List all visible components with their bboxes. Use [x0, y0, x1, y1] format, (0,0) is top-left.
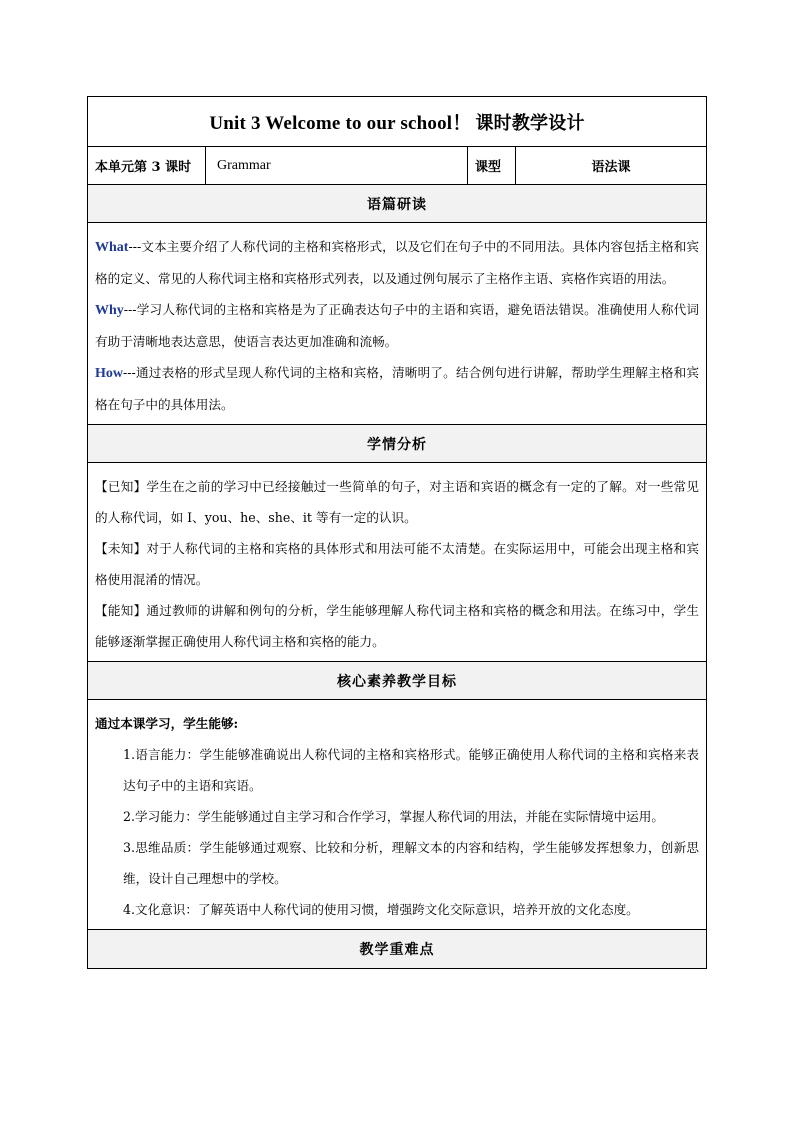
section-heading-learner-analysis: 学情分析	[88, 425, 706, 463]
section-heading-text-study: 语篇研读	[88, 185, 706, 223]
lesson-value: Grammar	[206, 147, 468, 184]
text-study-body	[88, 223, 706, 425]
able-paragraph: 【能知】通过教师的讲解和例句的分析，学生能够理解人称代词主格和宾格的概念和用法。在练习中，学生能够逐渐掌握正确使用人称代词主格和宾格的能力。	[95, 603, 699, 649]
why-paragraph	[95, 294, 699, 357]
title-chinese: 课时教学设计	[475, 112, 585, 134]
goal-item: 2.学习能力：学生能够通过自主学习和合作学习，掌握人称代词的用法，并能在实际情境中运用。	[123, 809, 664, 824]
goals-lead: 通过本课学习，学生能够:	[95, 716, 239, 731]
lesson-label: 本单元第 3 课时	[88, 147, 206, 184]
how-keyword: How	[95, 366, 123, 381]
goals-body	[88, 700, 706, 930]
type-label: 课型	[468, 147, 516, 184]
page-title	[88, 97, 706, 147]
known-paragraph: 【已知】学生在之前的学习中已经接触过一些简单的句子，对主语和宾语的概念有一定的了解。对一些常见的人称代词，如 I、you、he、she、it 等有一定的认识。	[95, 479, 699, 525]
section-heading-goals: 核心素养教学目标	[88, 662, 706, 700]
why-keyword: Why	[95, 303, 124, 318]
goal-item: 3.思维品质：学生能够通过观察、比较和分析，理解文本的内容和结构，学生能够发挥想象力，创新思维，设计自己理想中的学校。	[123, 840, 699, 886]
what-paragraph	[95, 231, 699, 294]
goal-item: 1.语言能力：学生能够准确说出人称代词的主格和宾格形式。能够正确使用人称代词的主格和宾格来表达句子中的主语和宾语。	[123, 747, 699, 793]
how-paragraph	[95, 357, 699, 420]
what-keyword: What	[95, 240, 129, 255]
learner-analysis-body	[88, 463, 706, 662]
goal-item: 4.文化意识：了解英语中人称代词的使用习惯，增强跨文化交际意识，培养开放的文化态度。	[123, 902, 639, 917]
title-english: Unit 3 Welcome to our school！	[209, 113, 472, 134]
type-value: 语法课	[591, 160, 631, 175]
what-text: ---文本主要介绍了人称代词的主格和宾格形式，以及它们在句子中的不同用法。具体内容包括主格和宾格的定义、常见的人称代词主格和宾格形式列表，以及通过例句展示了主格作主语、宾格作宾语的用法。	[95, 239, 699, 286]
unknown-paragraph: 【未知】对于人称代词的主格和宾格的具体形式和用法可能不太清楚。在实际运用中，可能会出现主格和宾格使用混淆的情况。	[95, 541, 699, 587]
why-text: ---学习人称代词的主格和宾格是为了正确表达句子中的主语和宾语，避免语法错误。准确使用人称代词有助于清晰地表达意思，使语言表达更加准确和流畅。	[95, 302, 699, 349]
lesson-meta-row	[88, 147, 706, 185]
lesson-plan-table	[87, 96, 707, 969]
how-text: ---通过表格的形式呈现人称代词的主格和宾格，清晰明了。结合例句进行讲解，帮助学生理解主格和宾格在句子中的具体用法。	[95, 365, 699, 412]
section-heading-key-difficulties: 教学重难点	[88, 930, 706, 968]
